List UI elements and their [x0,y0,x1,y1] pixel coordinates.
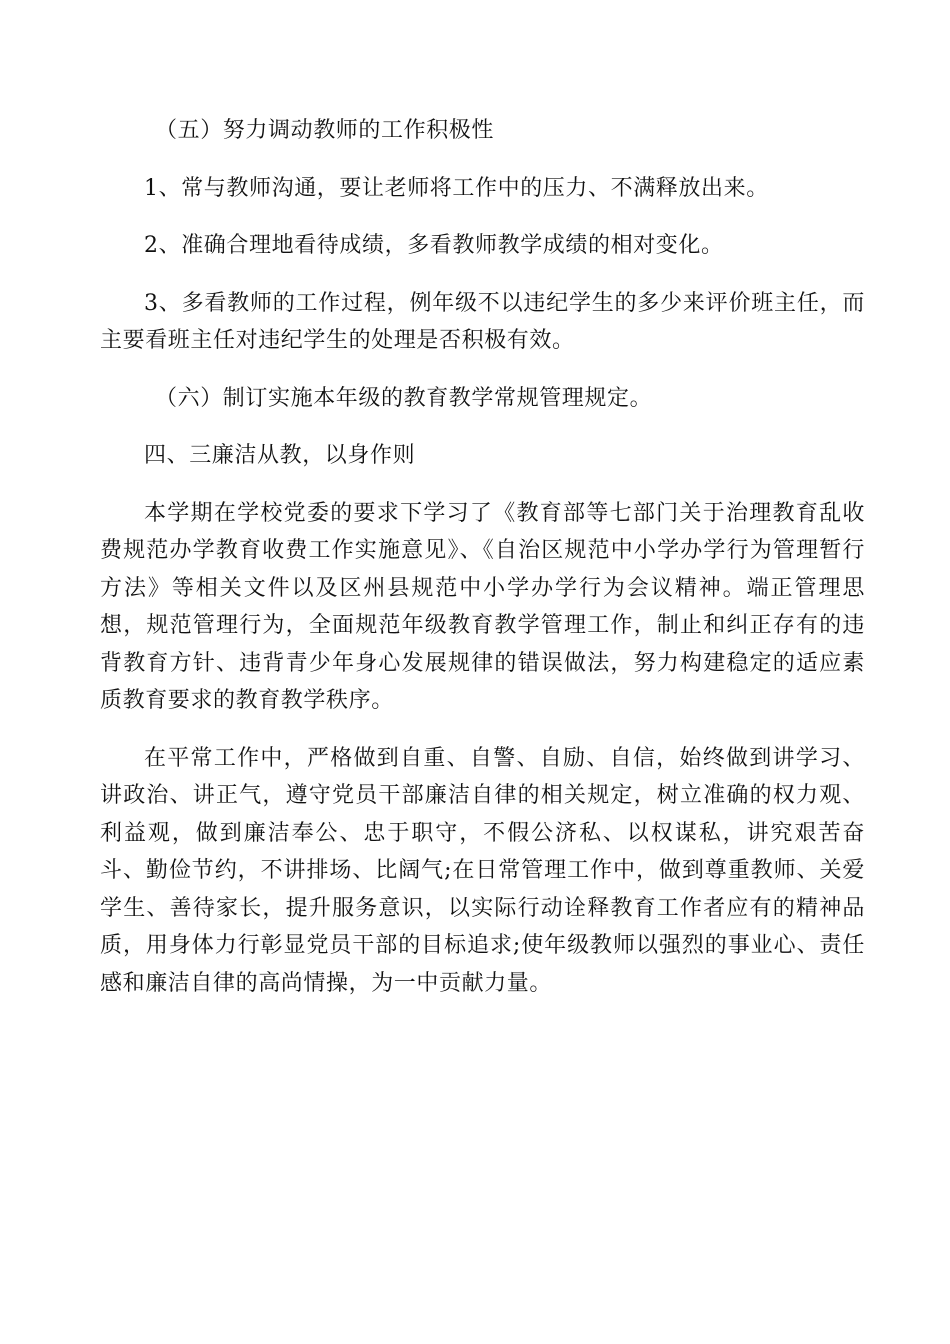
section-heading-four: 四、三廉洁从教，以身作则 [144,443,416,468]
section-heading-five: （五）努力调动教师的工作积极性 [155,118,495,143]
body-paragraph-study: 本学期在学校党委的要求下学习了《教育部等七部门关于治理教育乱收费规范办学教育收费工作实施意见》、《自治区规范中小学办学行为管理暂行方法》等相关文件以及区州县规范中小学办学行为会议精神。端正管理思想，规范管理行为，全面规范年级教育教学管理工作，制止和纠正存有的违背教育方针、违背青少年身心发展规律的错误做法，努力构建稳定的适应素质教育要求的教育教学秩序。 [100,500,865,713]
list-item-2: 2、准确合理地看待成绩，多看教师教学成绩的相对变化。 [144,233,724,258]
document-body [100,112,865,1022]
list-item-3: 3、多看教师的工作过程，例年级不以违纪学生的多少来评价班主任，而主要看班主任对违纪学生的处理是否积极有效。 [100,290,865,353]
body-paragraph-conduct: 在平常工作中，严格做到自重、自警、自励、自信，始终做到讲学习、讲政治、讲正气，遵守党员干部廉洁自律的相关规定，树立准确的权力观、利益观，做到廉洁奉公、忠于职守，不假公济私、以权谋私，讲究艰苦奋斗、勤俭节约，不讲排场、比阔气;在日常管理工作中，做到尊重教师、关爱学生、善待家长，提升服务意识，以实际行动诠释教育工作者应有的精神品质，用身体力行彰显党员干部的目标追求;使年级教师以强烈的事业心、责任感和廉洁自律的高尚情操，为一中贡献力量。 [100,745,865,996]
list-item-1: 1、常与教师沟通，要让老师将工作中的压力、不满释放出来。 [144,175,769,201]
section-heading-six: （六）制订实施本年级的教育教学常规管理规定。 [155,385,653,411]
